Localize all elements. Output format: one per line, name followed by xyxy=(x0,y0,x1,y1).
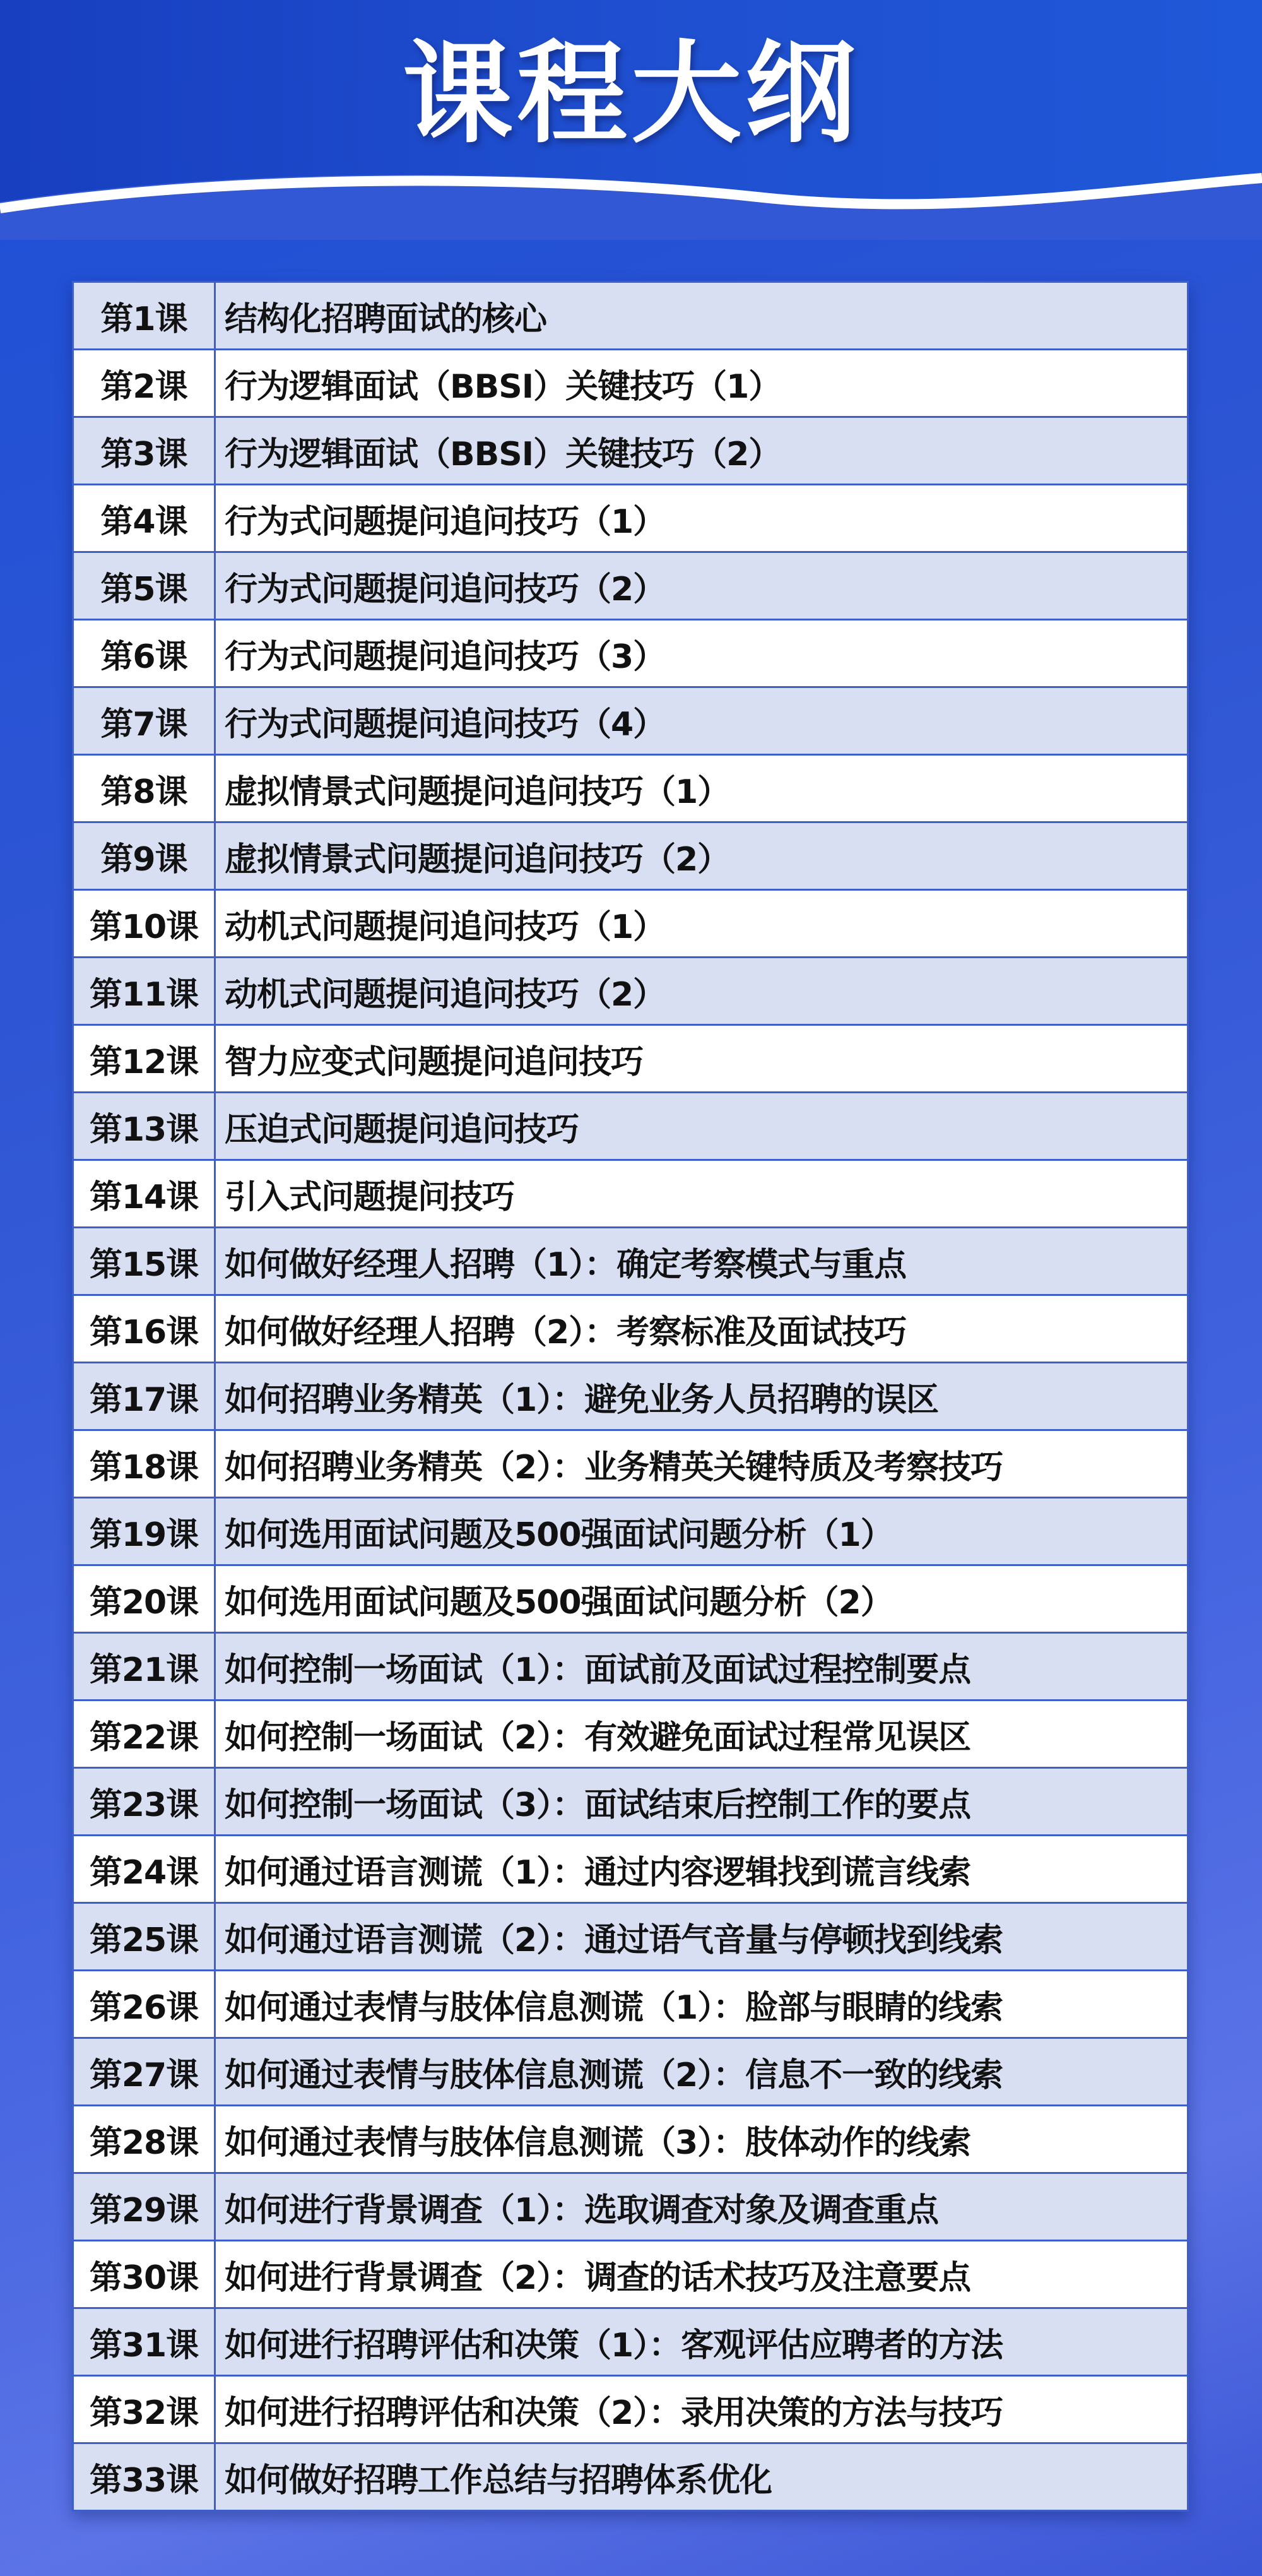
lesson-number: 第18课 xyxy=(73,1430,215,1498)
lesson-number: 第16课 xyxy=(73,1295,215,1363)
lesson-title: 如何通过表情与肢体信息测谎（1）：脸部与眼睛的线索 xyxy=(215,1971,1188,2038)
lesson-title: 如何通过表情与肢体信息测谎（3）：肢体动作的线索 xyxy=(215,2106,1188,2173)
lesson-number: 第5课 xyxy=(73,552,215,620)
table-row xyxy=(73,1565,1188,1633)
lesson-number: 第8课 xyxy=(73,755,215,822)
table-row xyxy=(73,485,1188,552)
lesson-number: 第13课 xyxy=(73,1093,215,1160)
lesson-title: 如何控制一场面试（2）：有效避免面试过程常见误区 xyxy=(215,1701,1188,1768)
lesson-title: 行为式问题提问追问技巧（1） xyxy=(215,485,1188,552)
lesson-number: 第30课 xyxy=(73,2241,215,2308)
lesson-number: 第26课 xyxy=(73,1971,215,2038)
lesson-title: 如何进行招聘评估和决策（1）：客观评估应聘者的方法 xyxy=(215,2308,1188,2376)
table-row xyxy=(73,1971,1188,2038)
lesson-title: 如何通过语言测谎（1）：通过内容逻辑找到谎言线索 xyxy=(215,1836,1188,1903)
lesson-title: 引入式问题提问技巧 xyxy=(215,1160,1188,1228)
lesson-number: 第29课 xyxy=(73,2173,215,2241)
lesson-title: 压迫式问题提问追问技巧 xyxy=(215,1093,1188,1160)
table-row xyxy=(73,2241,1188,2308)
lesson-number: 第20课 xyxy=(73,1565,215,1633)
lesson-number: 第32课 xyxy=(73,2376,215,2443)
table-row xyxy=(73,1025,1188,1093)
table-row xyxy=(73,2038,1188,2106)
table-row xyxy=(73,1093,1188,1160)
page-title: 课程大纲 xyxy=(403,30,859,158)
lesson-number: 第10课 xyxy=(73,890,215,958)
table-row xyxy=(73,1768,1188,1836)
table-row xyxy=(73,2308,1188,2376)
lesson-title: 如何做好经理人招聘（1）：确定考察模式与重点 xyxy=(215,1228,1188,1295)
lesson-number: 第17课 xyxy=(73,1363,215,1430)
lesson-title: 如何通过表情与肢体信息测谎（2）：信息不一致的线索 xyxy=(215,2038,1188,2106)
lesson-title: 结构化招聘面试的核心 xyxy=(215,282,1188,350)
lesson-title: 如何招聘业务精英（2）：业务精英关键特质及考察技巧 xyxy=(215,1430,1188,1498)
table-row xyxy=(73,1160,1188,1228)
lesson-number: 第7课 xyxy=(73,687,215,755)
lesson-title: 如何进行背景调查（2）：调查的话术技巧及注意要点 xyxy=(215,2241,1188,2308)
syllabus-table xyxy=(72,281,1189,2512)
lesson-title: 行为逻辑面试（BBSI）关键技巧（1） xyxy=(215,350,1188,417)
table-row xyxy=(73,2173,1188,2241)
lesson-title: 如何控制一场面试（1）：面试前及面试过程控制要点 xyxy=(215,1633,1188,1701)
table-row xyxy=(73,890,1188,958)
lesson-title: 如何进行招聘评估和决策（2）：录用决策的方法与技巧 xyxy=(215,2376,1188,2443)
table-row xyxy=(73,822,1188,890)
lesson-number: 第3课 xyxy=(73,417,215,485)
lesson-title: 虚拟情景式问题提问追问技巧（2） xyxy=(215,822,1188,890)
syllabus-table-container xyxy=(72,281,1189,2512)
table-row xyxy=(73,2443,1188,2511)
lesson-number: 第33课 xyxy=(73,2443,215,2511)
lesson-title: 行为式问题提问追问技巧（3） xyxy=(215,620,1188,687)
lesson-title: 如何选用面试问题及500强面试问题分析（2） xyxy=(215,1565,1188,1633)
lesson-number: 第24课 xyxy=(73,1836,215,1903)
table-row xyxy=(73,1430,1188,1498)
lesson-number: 第2课 xyxy=(73,350,215,417)
lesson-title: 如何进行背景调查（1）：选取调查对象及调查重点 xyxy=(215,2173,1188,2241)
lesson-title: 如何选用面试问题及500强面试问题分析（1） xyxy=(215,1498,1188,1565)
table-row xyxy=(73,2376,1188,2443)
lesson-number: 第12课 xyxy=(73,1025,215,1093)
lesson-number: 第14课 xyxy=(73,1160,215,1228)
lesson-title: 如何做好招聘工作总结与招聘体系优化 xyxy=(215,2443,1188,2511)
lesson-number: 第22课 xyxy=(73,1701,215,1768)
lesson-number: 第31课 xyxy=(73,2308,215,2376)
lesson-title: 如何招聘业务精英（1）：避免业务人员招聘的误区 xyxy=(215,1363,1188,1430)
table-row xyxy=(73,1295,1188,1363)
lesson-number: 第4课 xyxy=(73,485,215,552)
lesson-number: 第23课 xyxy=(73,1768,215,1836)
table-row xyxy=(73,552,1188,620)
lesson-title: 智力应变式问题提问追问技巧 xyxy=(215,1025,1188,1093)
table-row xyxy=(73,350,1188,417)
table-row xyxy=(73,958,1188,1025)
table-row xyxy=(73,755,1188,822)
table-row xyxy=(73,1228,1188,1295)
table-row xyxy=(73,417,1188,485)
header-wave-divider xyxy=(0,158,1262,240)
lesson-title: 虚拟情景式问题提问追问技巧（1） xyxy=(215,755,1188,822)
lesson-title: 如何通过语言测谎（2）：通过语气音量与停顿找到线索 xyxy=(215,1903,1188,1971)
table-row xyxy=(73,620,1188,687)
lesson-title: 行为式问题提问追问技巧（4） xyxy=(215,687,1188,755)
lesson-number: 第25课 xyxy=(73,1903,215,1971)
lesson-number: 第1课 xyxy=(73,282,215,350)
lesson-number: 第6课 xyxy=(73,620,215,687)
lesson-number: 第9课 xyxy=(73,822,215,890)
lesson-title: 动机式问题提问追问技巧（2） xyxy=(215,958,1188,1025)
table-row xyxy=(73,282,1188,350)
lesson-title: 如何控制一场面试（3）：面试结束后控制工作的要点 xyxy=(215,1768,1188,1836)
lesson-title: 行为逻辑面试（BBSI）关键技巧（2） xyxy=(215,417,1188,485)
table-row xyxy=(73,2106,1188,2173)
lesson-number: 第28课 xyxy=(73,2106,215,2173)
lesson-title: 动机式问题提问追问技巧（1） xyxy=(215,890,1188,958)
lesson-title: 如何做好经理人招聘（2）：考察标准及面试技巧 xyxy=(215,1295,1188,1363)
table-row xyxy=(73,1836,1188,1903)
lesson-number: 第19课 xyxy=(73,1498,215,1565)
table-row xyxy=(73,687,1188,755)
lesson-number: 第27课 xyxy=(73,2038,215,2106)
lesson-title: 行为式问题提问追问技巧（2） xyxy=(215,552,1188,620)
lesson-number: 第15课 xyxy=(73,1228,215,1295)
table-row xyxy=(73,1633,1188,1701)
table-row xyxy=(73,1701,1188,1768)
lesson-number: 第11课 xyxy=(73,958,215,1025)
table-row xyxy=(73,1363,1188,1430)
table-row xyxy=(73,1903,1188,1971)
table-row xyxy=(73,1498,1188,1565)
lesson-number: 第21课 xyxy=(73,1633,215,1701)
syllabus-table-body xyxy=(73,282,1188,2511)
